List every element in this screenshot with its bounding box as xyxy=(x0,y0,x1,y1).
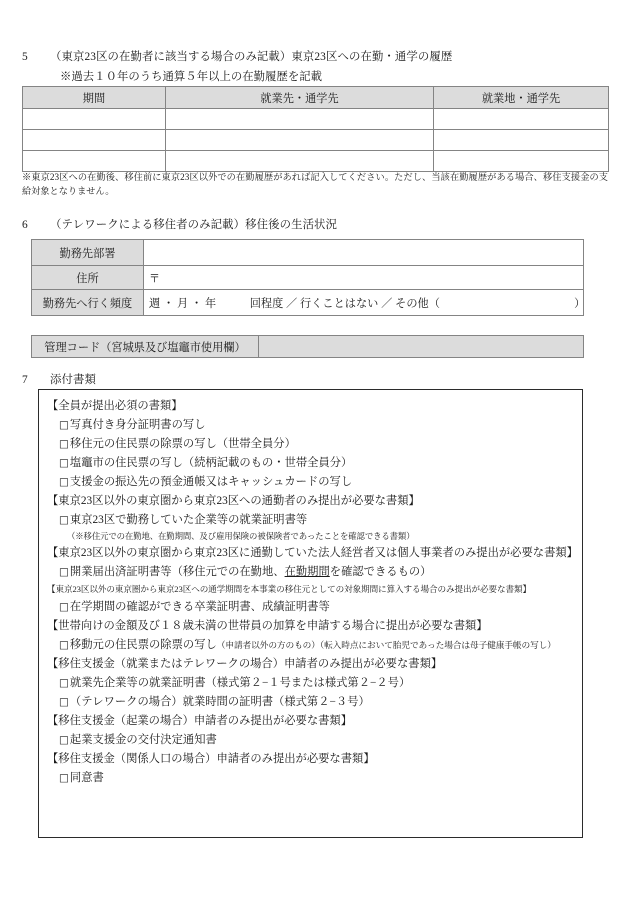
cell-workplace-1[interactable] xyxy=(166,109,434,130)
label-department: 勤務先部署 xyxy=(32,240,144,266)
section-6-title: （テレワークによる移住者のみ記載）移住後の生活状況 xyxy=(50,219,338,231)
section-5-table xyxy=(22,86,609,172)
checklist-item-label-post: を確認できるもの） xyxy=(329,566,432,578)
checklist-item-label-underlined: 在勤期間 xyxy=(284,566,330,578)
column-header-worklocation-school: 就業地・通学先 xyxy=(434,87,609,109)
section-5-subtitle: ※過去１０年のうち通算５年以上の在勤履歴を記載 xyxy=(60,71,322,83)
table-header-row xyxy=(23,87,609,109)
checklist-item-consent-form[interactable] xyxy=(59,770,574,786)
cell-workplace-3[interactable] xyxy=(166,151,434,172)
checkbox-icon[interactable]: □ xyxy=(59,476,69,488)
checklist-item-employer-certificate-form2[interactable] xyxy=(59,675,574,691)
checklist-item-label: 就業先企業等の就業証明書（様式第２−１号または様式第２−２号） xyxy=(69,677,411,689)
checklist-item-label: 東京23区で勤務していた企業等の就業証明書等 xyxy=(69,514,308,526)
section-6-table xyxy=(31,239,584,316)
checkbox-icon[interactable]: □ xyxy=(59,457,69,469)
checklist-item-label: 起業支援金の交付決定通知書 xyxy=(69,734,217,746)
checklist-item-former-residence-certificate[interactable] xyxy=(59,436,574,452)
checklist-item-label-pre: 開業届出済証明書等（移住元での在勤地、 xyxy=(69,566,285,578)
checklist-item-label: 写真付き身分証明書の写し xyxy=(69,419,206,431)
value-management-code[interactable] xyxy=(259,336,584,358)
group-heading-employment-telework: 【移住支援金（就業またはテレワークの場合）申請者のみ提出が必要な書類】 xyxy=(47,658,443,670)
group-heading-startup: 【移住支援金（起業の場合）申請者のみ提出が必要な書類】 xyxy=(47,715,353,727)
value-commute-frequency[interactable] xyxy=(144,290,584,316)
checkbox-icon[interactable]: □ xyxy=(59,514,69,526)
subnote-employment-certificate: （※移住元での在勤地、在勤期間、及び雇用保険の被保険者であったことを確認できる書類） xyxy=(67,532,415,541)
checklist-item-tiny-note: （申請者以外の方のもの）（転入時点において胎児であった場合は母子健康手帳の写し） xyxy=(216,640,556,650)
label-address: 住所 xyxy=(32,266,144,290)
checklist-item-business-opening-certificate[interactable] xyxy=(59,564,574,580)
cell-period-1[interactable] xyxy=(23,109,166,130)
checklist-item-label: 移住元の住民票の除票の写し（世帯全員分） xyxy=(69,438,296,450)
cell-worklocation-2[interactable] xyxy=(434,130,609,151)
checklist-item-bankbook-copy[interactable] xyxy=(59,474,574,490)
cell-worklocation-1[interactable] xyxy=(434,109,609,130)
table-row-department xyxy=(32,240,584,266)
checklist-item-telework-hours-certificate[interactable] xyxy=(59,694,574,710)
section-7-heading xyxy=(22,371,96,387)
checklist-item-label: 同意書 xyxy=(69,772,104,784)
frequency-options-text: 週 ・ 月 ・ 年 回程度 ／ 行くことはない ／ その他（ ） xyxy=(149,297,586,310)
section-6-heading xyxy=(22,216,337,232)
checklist-item-label: 在学期間の確認ができる卒業証明書、成績証明書等 xyxy=(69,601,330,613)
checkbox-icon[interactable]: □ xyxy=(59,639,69,651)
section-5-heading xyxy=(22,48,452,64)
attached-documents-box xyxy=(38,389,583,838)
checklist-item-photo-id[interactable] xyxy=(59,417,574,433)
cell-period-3[interactable] xyxy=(23,151,166,172)
column-header-period: 期間 xyxy=(23,87,166,109)
group-heading-related-population: 【移住支援金（関係人口の場合）申請者のみ提出が必要な書類】 xyxy=(47,753,375,765)
section-5-note: ※東京23区への在勤後、移住前に東京23区以外での在勤履歴があれば記入してください。ただし、当該在勤履歴がある場合、移住支援金の支給対象となりません。 xyxy=(22,172,608,196)
checklist-item-label: 塩竈市の住民票の写し（続柄記載のもの・世帯全員分） xyxy=(69,457,353,469)
checklist-item-label: 支援金の振込先の預金通帳又はキャッシュカードの写し xyxy=(69,476,353,488)
cell-period-2[interactable] xyxy=(23,130,166,151)
table-row[interactable] xyxy=(23,151,609,172)
checkbox-icon[interactable]: □ xyxy=(59,772,69,784)
checklist-item-graduation-certificate[interactable] xyxy=(59,599,574,615)
checkbox-icon[interactable]: □ xyxy=(59,566,69,578)
group-heading-school-period: 【東京23区以外の東京圏から東京23区への通学期間を本事業の移住元としての対象期間に算入する場合のみ提出が必要な書類】 xyxy=(47,584,531,594)
checklist-item-startup-grant-notice[interactable] xyxy=(59,732,574,748)
table-row-management-code xyxy=(32,336,584,358)
value-address[interactable] xyxy=(144,266,584,290)
checklist-item-shiogama-residence-certificate[interactable] xyxy=(59,455,574,471)
label-management-code: 管理コード（宮城県及び塩竈市使用欄） xyxy=(32,336,259,358)
group-heading-tokyo23-commuter: 【東京23区以外の東京圏から東京23区への通勤者のみ提出が必要な書類】 xyxy=(47,495,420,507)
section-5-title: （東京23区の在勤者に該当する場合のみ記載）東京23区への在勤・通学の履歴 xyxy=(50,51,453,63)
checkbox-icon[interactable]: □ xyxy=(59,438,69,450)
table-row[interactable] xyxy=(23,130,609,151)
table-row-address xyxy=(32,266,584,290)
group-heading-household-addition: 【世帯向けの金額及び１８歳未満の世帯員の加算を申請する場合に提出が必要な書類】 xyxy=(47,620,488,632)
section-7-number: 7 xyxy=(22,374,28,386)
table-row[interactable] xyxy=(23,109,609,130)
checkbox-icon[interactable]: □ xyxy=(59,696,69,708)
checkbox-icon[interactable]: □ xyxy=(59,677,69,689)
checklist-item-household-residence-certificate[interactable] xyxy=(59,637,574,653)
label-commute-frequency: 勤務先へ行く頻度 xyxy=(32,290,144,316)
table-row-frequency xyxy=(32,290,584,316)
value-department[interactable] xyxy=(144,240,584,266)
checkbox-icon[interactable]: □ xyxy=(59,734,69,746)
group-heading-all-required: 【全員が提出必須の書類】 xyxy=(47,400,183,412)
group-heading-corporate-sole-proprietor: 【東京23区以外の東京圏から東京23区に通勤していた法人経営者又は個人事業者のみ提出が必要な書類】 xyxy=(47,547,578,559)
checklist-item-label: 移動元の住民票の除票の写し xyxy=(69,639,217,651)
section-5-number: 5 xyxy=(22,51,28,63)
checklist-item-employment-certificate-tokyo23[interactable] xyxy=(59,512,574,528)
checklist-item-label: （テレワークの場合）就業時間の証明書（様式第２−３号） xyxy=(69,696,370,708)
checkbox-icon[interactable]: □ xyxy=(59,601,69,613)
section-7-title: 添付書類 xyxy=(50,374,96,386)
checkbox-icon[interactable]: □ xyxy=(59,419,69,431)
cell-worklocation-3[interactable] xyxy=(434,151,609,172)
postal-mark: 〒 xyxy=(149,272,160,285)
management-code-table xyxy=(31,335,584,358)
column-header-workplace-school: 就業先・通学先 xyxy=(166,87,434,109)
cell-workplace-2[interactable] xyxy=(166,130,434,151)
section-6-number: 6 xyxy=(22,219,28,231)
